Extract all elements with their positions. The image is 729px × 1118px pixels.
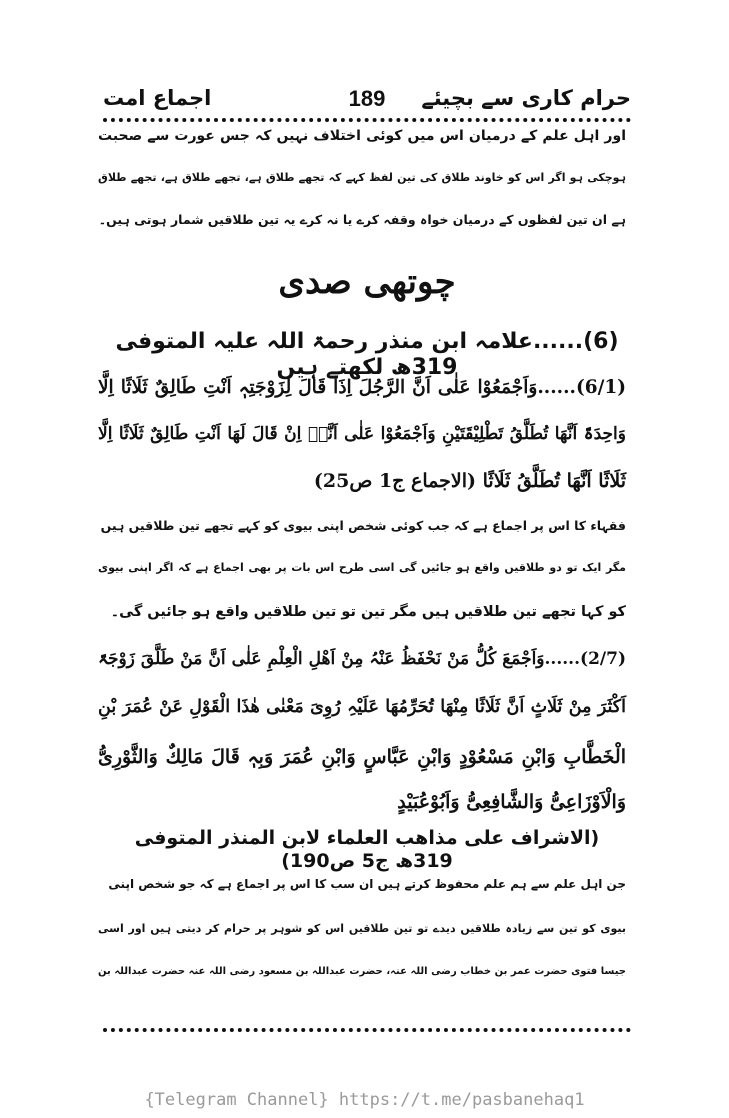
book-title: حرام کاری سے بچیئے (421, 86, 631, 110)
paragraph-3-line: جن اہل علم سے ہم علم محفوظ کرتے ہیں ان سب کا اس پر اجماع ہے کہ جو شخص اپنی (108, 877, 626, 891)
arabic-quote-line: (6/1)......وَاَجْمَعُوْا عَلٰی اَنَّ الرَّجُلَ اِذَا قَالَ لِزَوْجَتِہٖ اَنْتِ طَالِقٌ ثَلَاثًا اِلَّا (98, 377, 626, 398)
paragraph-3-line: جیسا فتوی حضرت عمر بن خطاب رضی اللہ عنہ، حضرت عبداللہ بن مسعود رضی اللہ عنہ حضرت عبداللہ بن (98, 966, 626, 977)
header-divider (103, 118, 631, 122)
paragraph-1-line: اور اہل علم کے درمیان اس میں کوئی اختلاف نہیں کہ جس عورت سے صحبت (98, 128, 626, 144)
author-subheading: (6)......علامہ ابن منذر رحمۃ اللہ علیہ المتوفی 319ھ لکھتے ہیں (115, 329, 619, 381)
page-header (103, 84, 631, 116)
section-heading: چوتھی صدی (278, 262, 456, 302)
watermark-text: {Telegram Channel} https://t.me/pasbanehaq1 (144, 1090, 585, 1110)
arabic-quote-line: (2/7)......وَاَجْمَعَ کُلُّ مَنْ نَحْفَظُ عَنْہُ مِنْ اَھْلِ الْعِلْمِ عَلٰی اَنَّ مَنْ طَلَّقَ زَوْجَۃً (98, 649, 626, 669)
paragraph-1-line: ہے ان تین لفظوں کے درمیان خواہ وقفہ کرے یا نہ کرے یہ تین طلاقیں شمار ہوتی ہیں۔ (98, 212, 626, 227)
paragraph-2-line: مگر ایک تو دو طلاقیں واقع ہو جائیں گی اسی طرح اس بات پر بھی اجماع ہے کہ اگر اپنی بیوی (98, 561, 626, 574)
paragraph-2-line: فقہاء کا اس پر اجماع ہے کہ جب کوئی شخص اپنی بیوی کو کہے تجھے تین طلاقیں ہیں (100, 518, 626, 533)
arabic-quote-line: الْخَطَّابِ وَابْنِ مَسْعُوْدٍ وَابْنِ عَبَّاسٍ وَابْنِ عُمَرَ وَبِہٖ قَالَ مَالِكٌ وَالثَّوْرِیُّ (98, 746, 626, 768)
arabic-quote-line: اَکْثَرَ مِنْ ثَلَاثٍ اَنَّ ثَلَاثًا مِنْھَا تُحَرِّمُھَا عَلَیْہِ رُوِیَ مَعْنٰی ھٰذَا الْقَوْلِ عَنْ عُمَرَ بْنِ (98, 697, 626, 717)
reference-citation: (الاشراف علی مذاھب العلماء لابن المنذر المتوفی 319ھ ج5 ص190) (134, 827, 600, 872)
page-number: 189 (348, 86, 386, 111)
footer-divider (103, 1028, 631, 1032)
arabic-quote-line: ثَلَاثًا اَنَّھَا تُطَلَّقُ ثَلَاثًا (الاجماع ج1 ص25) (313, 470, 626, 492)
paragraph-1-line: ہوچکی ہو اگر اس کو خاوند طلاق کی تین لفظ کہے کہ تجھے طلاق ہے، تجھے طلاق ہے، تجھے طلاق (98, 171, 626, 184)
arabic-quote-line: وَاحِدَۃً اَنَّھَا تُطَلَّقُ تَطْلِیْقَتَیْنِ وَاَجْمَعُوْا عَلٰی اَنَّہٗ اِنْ قَالَ لَھَا اَنْتِ طَالِقٌ ثَلَاثًا اِلَّا (98, 424, 626, 444)
chapter-title: اجماع امت (103, 86, 212, 110)
paragraph-3-line: بیوی کو تین سے زیادہ طلاقیں دیدے تو تین طلاقیں اس کو شوہر پر حرام کر دیتی ہیں اور اسی (98, 922, 626, 935)
arabic-quote-line: وَالْاَوْزَاعِیُّ وَالشَّافِعِیُّ وَاَبُوْعُبَیْدٍ (397, 791, 626, 813)
paragraph-2-line: کو کہا تجھے تین طلاقیں ہیں مگر تین تو تین طلاقیں واقع ہو جائیں گی۔ (110, 604, 626, 620)
